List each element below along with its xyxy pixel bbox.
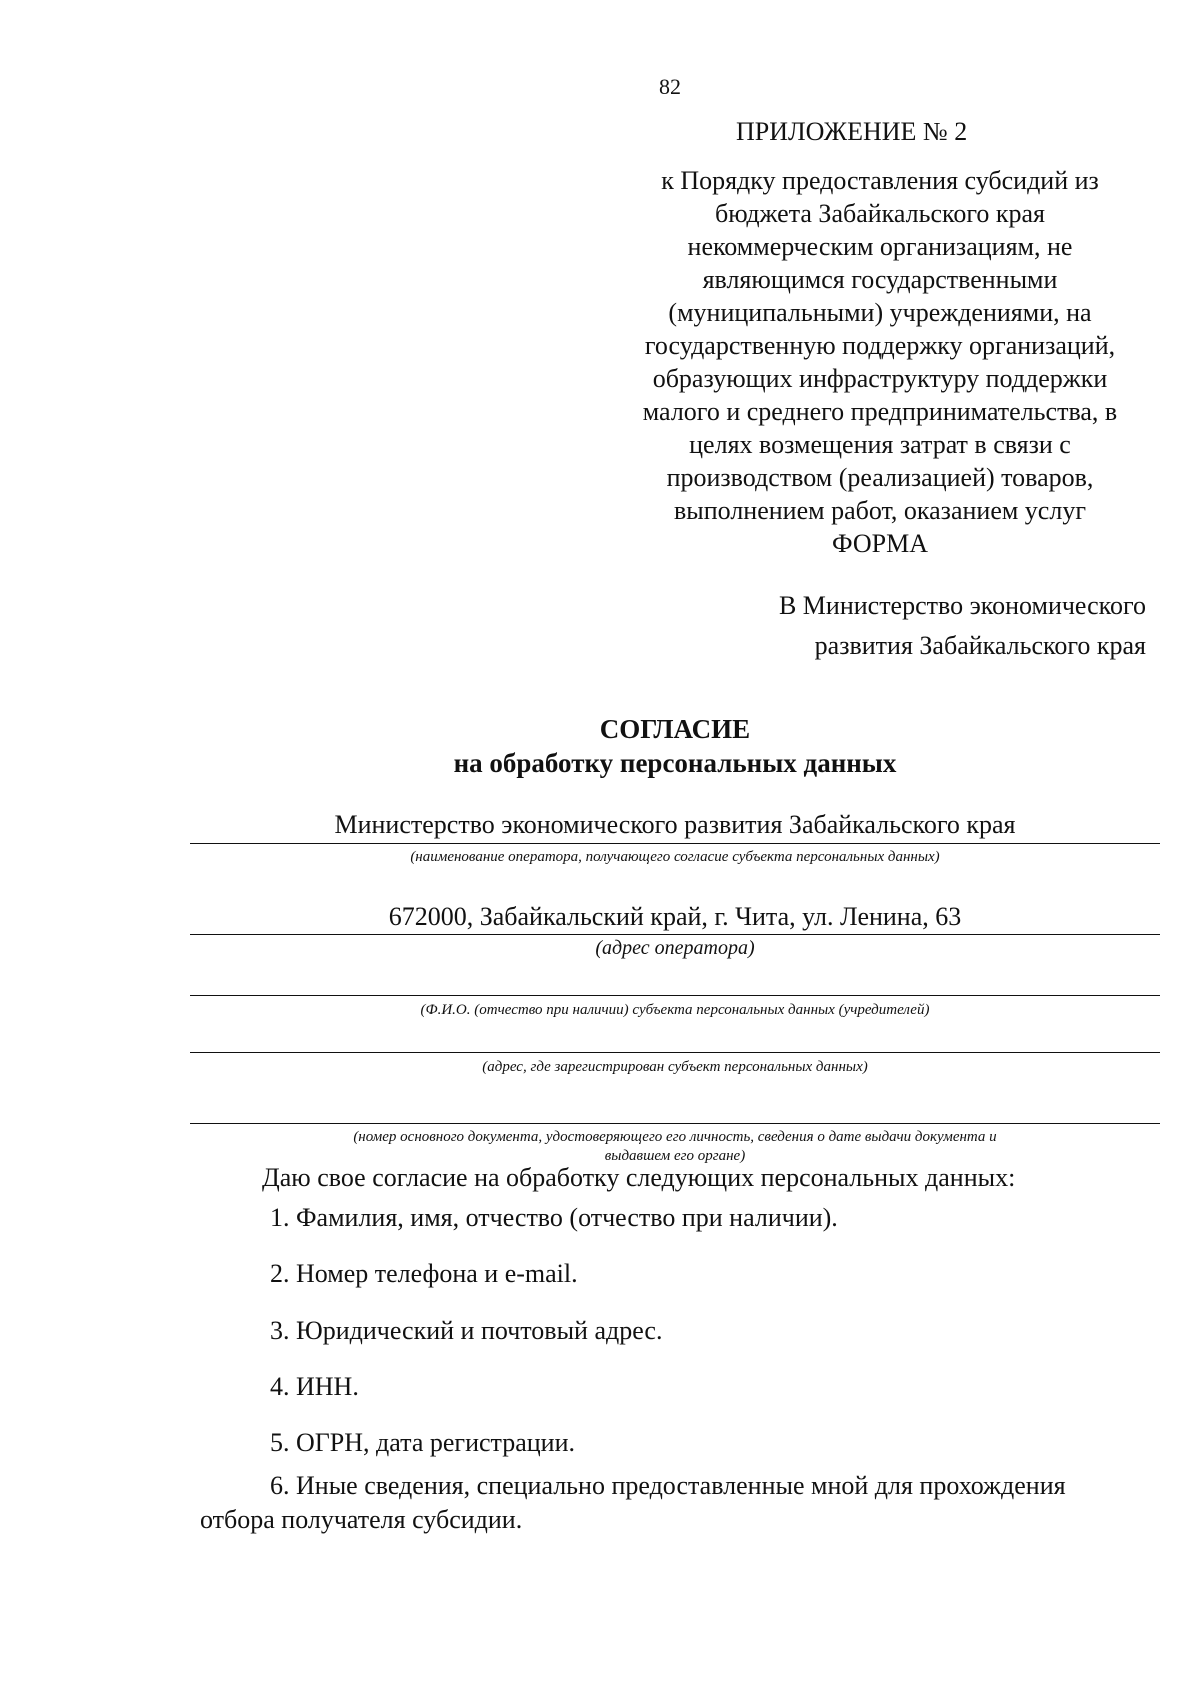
list-item: 5. ОГРН, дата регистрации. [270, 1428, 575, 1457]
document-caption-line: (номер основного документа, удостоверяющего его личность, сведения о дате выдачи документа и [353, 1129, 997, 1145]
operator-name-value: Министерство экономического развития Забайкальского края [334, 810, 1016, 839]
list-item: 1. Фамилия, имя, отчество (отчество при наличии). [270, 1203, 838, 1232]
subject-name-line [190, 995, 1160, 996]
list-item: 6. Иные сведения, специально предоставленные мной для прохождения отбора получателя субсидии. [200, 1471, 1066, 1534]
list-item: 3. Юридический и почтовый адрес. [270, 1316, 663, 1345]
form-label: ФОРМА [832, 529, 928, 558]
consent-subtitle: на обработку персональных данных [453, 748, 897, 778]
consent-intro: Даю свое согласие на обработку следующих персональных данных: [262, 1163, 1016, 1192]
appendix-line: выполнением работ, оказанием услуг [674, 496, 1086, 525]
operator-address-line [190, 934, 1160, 935]
list-item: 4. ИНН. [270, 1372, 359, 1401]
appendix-line: некоммерческим организациям, не [687, 232, 1073, 261]
operator-name-caption: (наименование оператора, получающего согласие субъекта персональных данных) [410, 849, 940, 865]
appendix-line: образующих инфраструктуру поддержки [652, 364, 1108, 393]
appendix-line: (муниципальными) учреждениями, на [668, 298, 1092, 327]
subject-name-caption: (Ф.И.О. (отчество при наличии) субъекта персональных данных (учредителей) [420, 1002, 930, 1018]
appendix-line: являющимся государственными [702, 265, 1058, 294]
operator-address-value: 672000, Забайкальский край, г. Чита, ул. Ленина, 63 [388, 902, 962, 931]
appendix-line: целях возмещения затрат в связи с [689, 430, 1071, 459]
document-caption-line: выдавшем его органе) [604, 1148, 746, 1164]
appendix-line: к Порядку предоставления субсидий из [661, 166, 1099, 195]
document-caption [190, 1128, 1160, 1166]
document-line [190, 1123, 1160, 1124]
operator-name-line [190, 843, 1160, 844]
subject-address-caption: (адрес, где зарегистрирован субъект персональных данных) [482, 1059, 868, 1075]
addressee-line: развития Забайкальского края [814, 631, 1146, 660]
appendix-line: государственную поддержку организаций, [644, 331, 1116, 360]
appendix-line: малого и среднего предпринимательства, в [642, 397, 1118, 426]
list-item: 2. Номер телефона и e-mail. [270, 1259, 578, 1288]
appendix-line: бюджета Забайкальского края [714, 199, 1046, 228]
appendix-title: ПРИЛОЖЕНИЕ № 2 [736, 117, 968, 146]
consent-heading [190, 712, 1160, 780]
appendix-line: производством (реализацией) товаров, [666, 463, 1094, 492]
consent-title: СОГЛАСИЕ [599, 714, 751, 744]
operator-address-caption: (адрес оператора) [595, 937, 755, 959]
addressee-block [779, 586, 1146, 666]
subject-address-line [190, 1052, 1160, 1053]
addressee-line: В Министерство экономического [778, 591, 1146, 620]
appendix-description [590, 164, 1170, 560]
page-number: 82 [659, 74, 681, 99]
